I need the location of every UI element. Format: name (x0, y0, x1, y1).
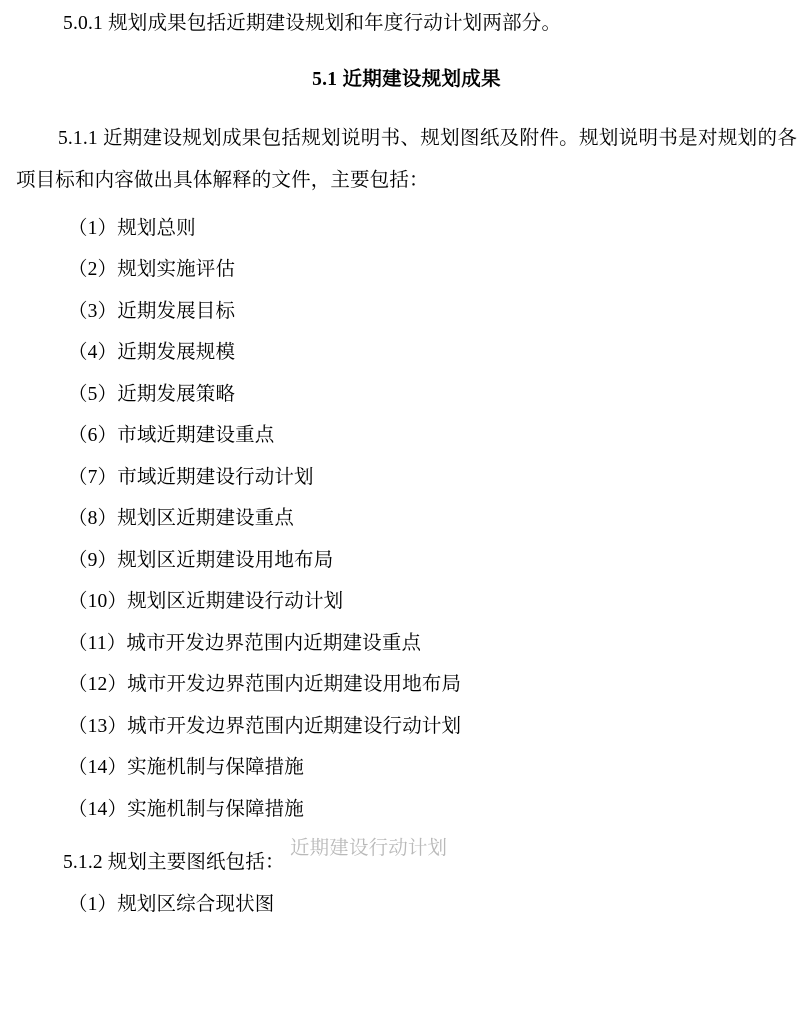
list-item: （10）规划区近期建设行动计划 (68, 591, 344, 612)
drawing-list (16, 884, 797, 926)
list-item: （5）近期发展策略 (68, 383, 236, 405)
list-item: （7）市域近期建设行动计划 (68, 466, 314, 488)
list-item: （11）城市开发边界范围内近期建设重点 (68, 632, 422, 654)
list-item: （13）城市开发边界范围内近期建设行动计划 (68, 715, 462, 737)
list-item: （9）规划区近期建设用地布局 (68, 549, 334, 571)
sub-section-heading: 5.1.2 规划主要图纸包括： (63, 852, 285, 873)
intro-paragraph (16, 118, 797, 202)
list-item: （1）规划总则 (68, 217, 196, 239)
list-item: （1）规划区综合现状图 (68, 893, 275, 915)
intro-line-2: 各项目标和内容做出具体解释的文件，主要包括： (16, 127, 797, 191)
list-item: （14）实施机制与保障措施 (68, 757, 304, 778)
outcome-list (16, 208, 797, 831)
lead-paragraph: 5.0.1 规划成果包括近期建设规划和年度行动计划两部分。 (63, 13, 562, 34)
ghost-overlay-text: 近期建设行动计划 (290, 838, 448, 859)
list-item: （3）近期发展目标 (68, 300, 236, 322)
list-item: （14）实施机制与保障措施 (68, 798, 304, 820)
list-item: （8）规划区近期建设重点 (68, 508, 295, 529)
intro-line-1: 5.1.1 近期建设规划成果包括规划说明书、规划图纸及附件。规划说明书是对规划的 (58, 127, 778, 149)
document-page (0, 14, 811, 1014)
list-item: （12）城市开发边界范围内近期建设用地布局 (68, 674, 462, 695)
list-item: （2）规划实施评估 (68, 259, 236, 280)
list-item: （6）市域近期建设重点 (68, 425, 275, 446)
section-heading: 5.1 近期建设规划成果 (312, 68, 501, 90)
list-item: （4）近期发展规模 (68, 342, 236, 363)
